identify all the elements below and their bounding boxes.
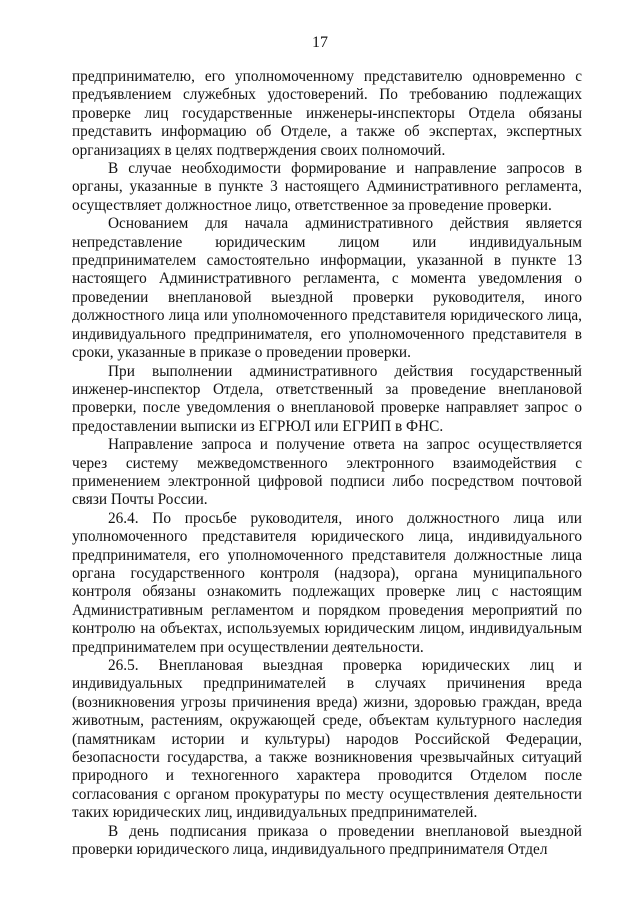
paragraph-order-signing: В день подписания приказа о проведении внеплановой выездной проверки юридического лица, индивидуального предпринимателя Отдел xyxy=(72,822,582,859)
paragraph-26-5: 26.5. Внеплановая выездная проверка юридических лиц и индивидуальных предпринимателей в случаях причинения вреда (возникновения угрозы причинения вреда) жизни, здоровью граждан, вреда животным, растениям, окружающей среде, объектам культурного наследия (памятникам истории и культуры) народов Российской Федерации, безопасности государства, а также возникновения чрезвычайных ситуаций природного и техногенного характера проводится Отделом после согласования с органом прокуратуры по месту осуществления деятельности таких юридических лиц, индивидуальных предпринимателей. xyxy=(72,657,582,822)
page-body xyxy=(72,68,582,859)
paragraph-inspector-request: При выполнении административного действия государственный инженер-инспектор Отдела, ответственный за проведение внеплановой проверки, после уведомления о внеплановой проверке направляет запрос о предоставлении выписки из ЕГРЮЛ или ЕГРИП в ФНС. xyxy=(72,362,582,435)
paragraph-interagency: Направление запроса и получение ответа на запрос осуществляется через систему межведомственного электронного взаимодействия с применением электронной цифровой подписи либо посредством почтовой связи Почты России. xyxy=(72,436,582,509)
page-number: 17 xyxy=(312,34,328,51)
paragraph-requests: В случае необходимости формирование и направление запросов в органы, указанные в пункте 3 настоящего Административного регламента, осуществляет должностное лицо, ответственное за проведение проверки. xyxy=(72,160,582,214)
paragraph-grounds: Основанием для начала административного действия является непредставление юридическим лицом или индивидуальным предпринимателем самостоятельно информации, указанной в пункте 13 настоящего Административного регламента, с момента уведомления о проведении внеплановой выездной проверки руководителя, иного должностного лица или уполномоченного представителя юридического лица, индивидуального предпринимателя, его уполномоченного представителя в сроки, указанные в приказе о проведении проверки. xyxy=(72,215,582,362)
paragraph-26-4: 26.4. По просьбе руководителя, иного должностного лица или уполномоченного представителя юридического лица, индивидуального предпринимателя, его уполномоченного представителя должностные лица органа государственного контроля (надзора), органа муниципального контроля обязаны ознакомить подлежащих проверке лиц с настоящим Административным регламентом и порядком проведения мероприятий по контролю на объектах, используемых юридическим лицом, индивидуальным предпринимателем при осуществлении деятельности. xyxy=(72,509,582,656)
paragraph-1-continuation: предпринимателю, его уполномоченному представителю одновременно с предъявлением служебных удостоверений. По требованию подлежащих проверке лиц государственные инженеры-инспекторы Отдела обязаны представить информацию об Отделе, а также об экспертах, экспертных организациях в целях подтверждения своих полномочий. xyxy=(72,68,582,159)
